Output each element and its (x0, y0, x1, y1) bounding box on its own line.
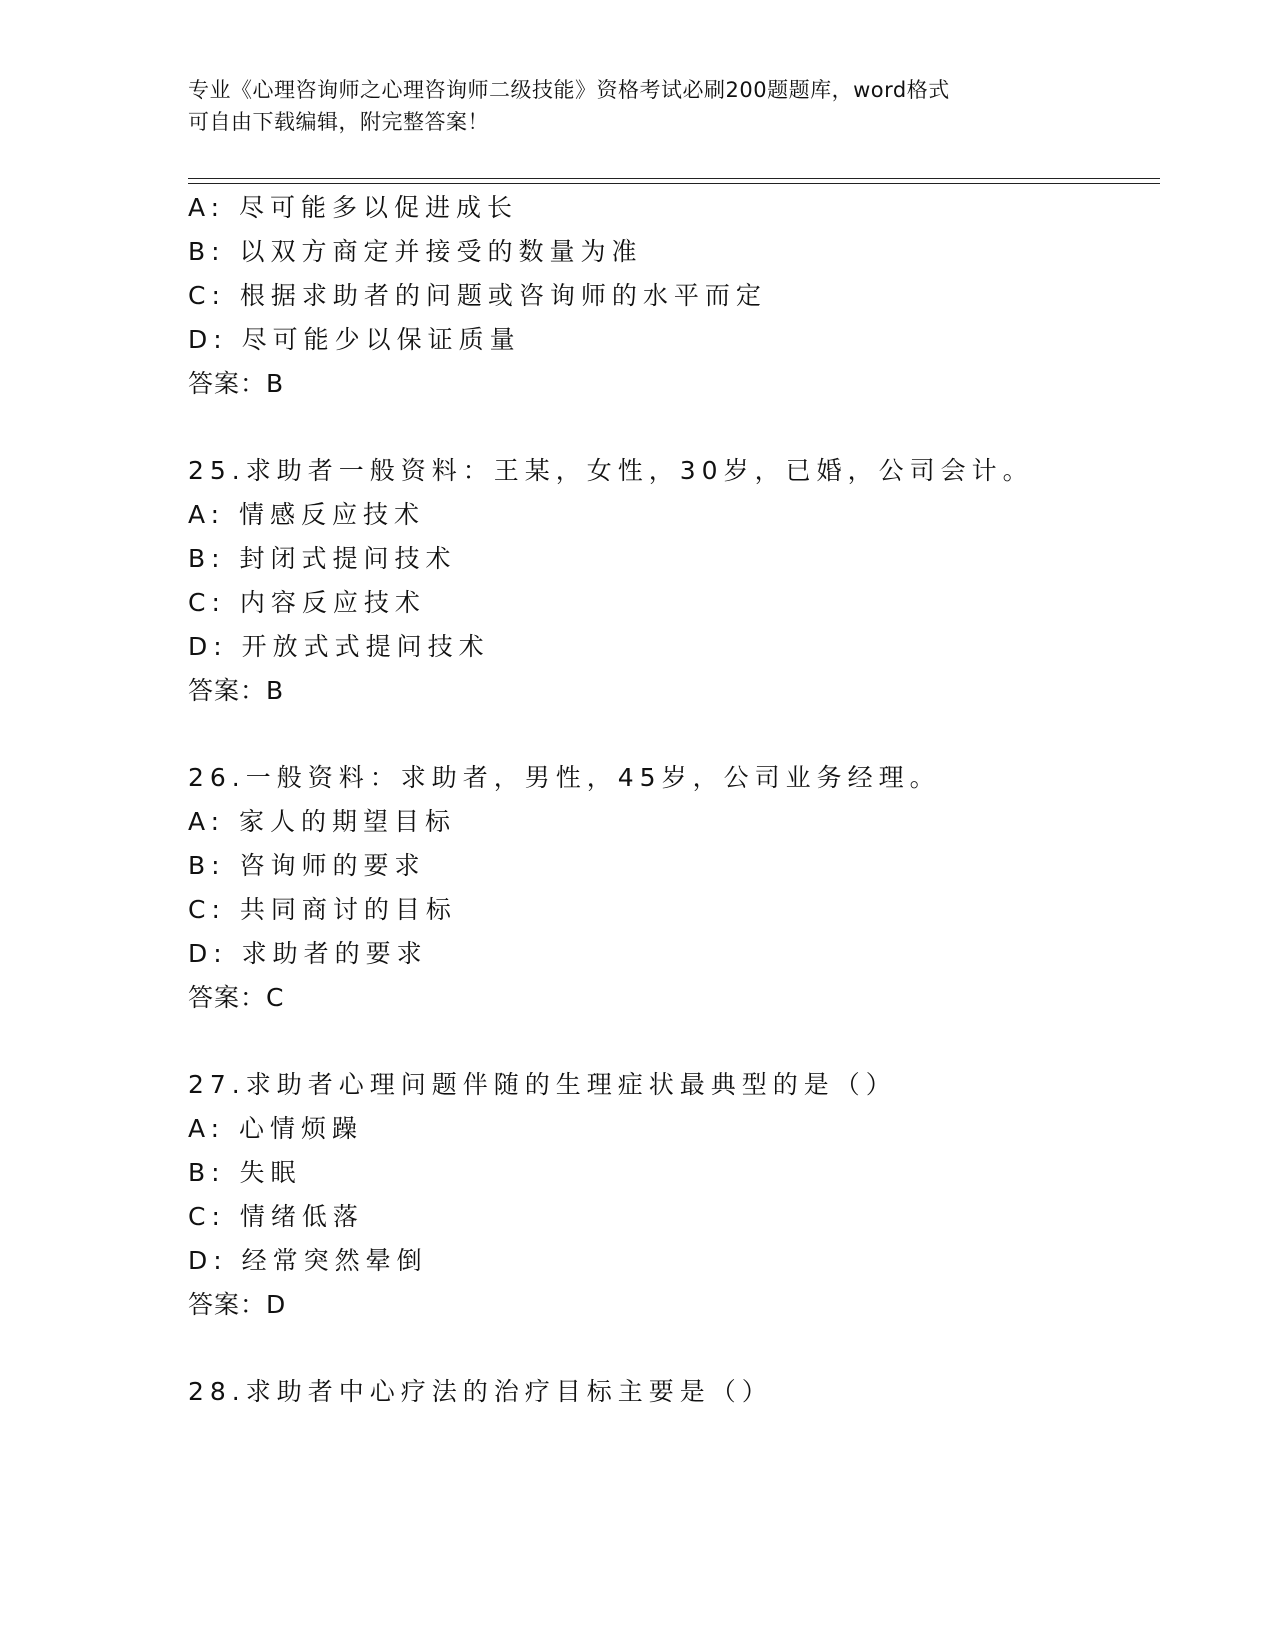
document-header (188, 74, 1088, 138)
q26-option-b: B: 咨询师的要求 (188, 851, 426, 880)
header-divider-top (188, 178, 1160, 179)
q24-option-a: A: 尽可能多以促进成长 (188, 193, 519, 222)
q25-option-d: D: 开放式式提问技术 (188, 632, 490, 661)
header-line-1: 专业《心理咨询师之心理咨询师二级技能》资格考试必刷200题题库，word格式 (188, 78, 950, 102)
q26-question: 26.一般资料：求助者，男性，45岁，公司业务经理。 (188, 763, 941, 792)
header-line-2: 可自由下载编辑，附完整答案！ (188, 110, 489, 134)
q25-question: 25.求助者一般资料：王某，女性，30岁，已婚，公司会计。 (188, 456, 1034, 485)
q27-option-c: C: 情绪低落 (188, 1202, 364, 1231)
q26-option-c: C: 共同商讨的目标 (188, 895, 457, 924)
q25-answer: 答案：B (188, 676, 285, 705)
q25-option-b: B: 封闭式提问技术 (188, 544, 457, 573)
q28-question: 28.求助者中心疗法的治疗目标主要是（） (188, 1377, 773, 1406)
q27-option-d: D: 经常突然晕倒 (188, 1246, 428, 1275)
q25-option-a: A: 情感反应技术 (188, 500, 426, 529)
q27-option-a: A: 心情烦躁 (188, 1114, 364, 1143)
q24-option-d: D: 尽可能少以保证质量 (188, 325, 521, 354)
q24-option-b: B: 以双方商定并接受的数量为准 (188, 237, 643, 266)
q26-option-d: D: 求助者的要求 (188, 939, 428, 968)
header-divider-bottom (188, 183, 1160, 184)
q24-answer: 答案：B (188, 369, 285, 398)
q25-option-c: C: 内容反应技术 (188, 588, 426, 617)
q26-option-a: A: 家人的期望目标 (188, 807, 457, 836)
q27-answer: 答案：D (188, 1290, 287, 1319)
q26-answer: 答案：C (188, 983, 285, 1012)
q27-question: 27.求助者心理问题伴随的生理症状最典型的是（） (188, 1070, 897, 1099)
q27-option-b: B: 失眠 (188, 1158, 302, 1187)
q24-option-c: C: 根据求助者的问题或咨询师的水平而定 (188, 281, 767, 310)
